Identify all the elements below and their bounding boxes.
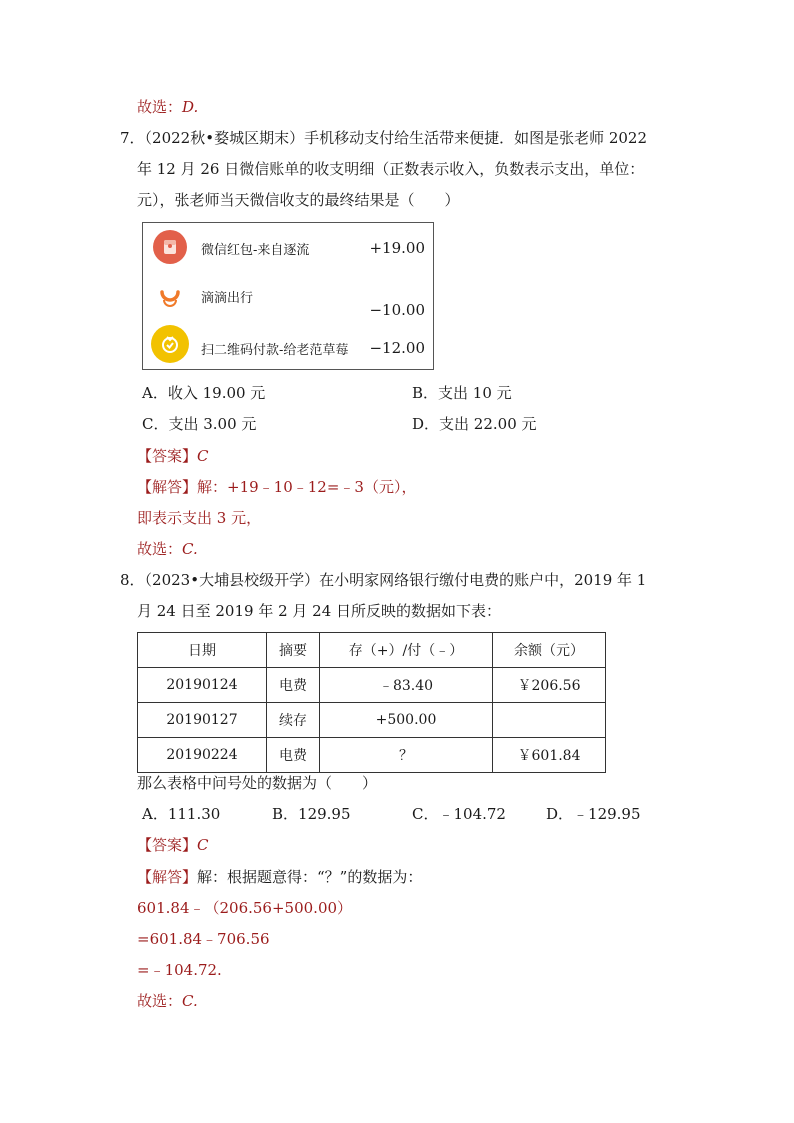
didi-icon: [153, 279, 187, 313]
solution-text: 解：+19﹣10﹣12=﹣3（元），: [197, 478, 417, 496]
header-cell-summary: 摘要: [267, 633, 320, 668]
payment-name: 微信红包-来自逐流: [201, 243, 310, 258]
prev-conclusion-value: D.: [182, 98, 199, 116]
table-row: [138, 668, 606, 703]
header-cell-balance: 余额（元）: [493, 633, 606, 668]
q7-solution-line2: 即表示支出 3 元，: [137, 509, 262, 527]
payment-amount: −12.00: [369, 339, 425, 357]
q7-option-b: B．支出 10 元: [412, 384, 512, 402]
q8-option-b: B．129.95: [272, 805, 351, 823]
solution-label: 【解答】: [137, 868, 198, 886]
table-cell: 电费: [267, 668, 320, 703]
table-cell: ￥601.84: [493, 738, 606, 773]
qr-pay-icon: [151, 325, 189, 363]
table-cell: 20190124: [138, 668, 267, 703]
answer-value: C: [197, 836, 209, 854]
q7-answer: [137, 445, 209, 467]
q8-option-d: D．﹣129.95: [546, 805, 641, 823]
q8-conclusion: [137, 990, 198, 1012]
answer-label: 【答案】: [137, 447, 198, 465]
answer-value: C: [197, 447, 209, 465]
q8-solution: [137, 866, 422, 888]
q8-answer: [137, 834, 209, 856]
q8-stem-line2: 月 24 日至 2019 年 2 月 24 日所反映的数据如下表：: [137, 602, 502, 620]
payment-row: [143, 277, 433, 317]
q7-option-a: A．收入 19.00 元: [142, 384, 266, 402]
header-cell-date: 日期: [138, 633, 267, 668]
q7-solution: [137, 476, 416, 498]
payment-row: [143, 325, 433, 365]
table-cell: 电费: [267, 738, 320, 773]
table-header-row: [138, 633, 606, 668]
q8-stem-line1: 8．（2023•大埔县校级开学）在小明家网络银行缴付电费的账户中，2019 年 1: [120, 571, 647, 589]
q7-option-c: C．支出 3.00 元: [142, 415, 257, 433]
payment-row: [143, 227, 433, 267]
payment-amount: +19.00: [369, 239, 425, 257]
solution-label: 【解答】: [137, 478, 198, 496]
q7-option-d: D．支出 22.00 元: [412, 415, 537, 433]
ledger-table: [137, 632, 606, 773]
conclusion-prefix: 故选：: [137, 992, 183, 1010]
table-cell: [493, 703, 606, 738]
q8-option-a: A．111.30: [142, 805, 221, 823]
q8-step2: =601.84﹣706.56: [137, 930, 270, 948]
table-cell: ﹣83.40: [320, 668, 493, 703]
wechat-bill-image: [142, 222, 434, 370]
prev-conclusion: [137, 96, 198, 118]
table-cell: 续存: [267, 703, 320, 738]
table-cell: ？: [320, 738, 493, 773]
prev-conclusion-prefix: 故选：: [137, 98, 183, 116]
q7-conclusion: [137, 538, 198, 560]
table-cell: ￥206.56: [493, 668, 606, 703]
table-row: [138, 703, 606, 738]
red-packet-icon: [153, 230, 187, 264]
q7-stem-line2: 年 12 月 26 日微信账单的收支明细（正数表示收入，负数表示支出，单位：: [137, 160, 645, 178]
payment-name: 滴滴出行: [201, 291, 254, 306]
payment-amount: −10.00: [369, 301, 425, 319]
table-cell: 20190224: [138, 738, 267, 773]
q7-stem-line1: 7．（2022秋•婺城区期末）手机移动支付给生活带来便捷．如图是张老师 2022: [120, 129, 648, 147]
table-row: [138, 738, 606, 773]
conclusion-value: C.: [182, 992, 198, 1010]
payment-name: 扫二维码付款-给老范草莓: [201, 343, 349, 358]
q8-option-c: C．﹣104.72: [412, 805, 506, 823]
header-cell-amount: 存（+）/付（﹣）: [320, 633, 493, 668]
table-cell: 20190127: [138, 703, 267, 738]
solution-text: 解：根据题意得：“？”的数据为：: [197, 868, 423, 886]
table-cell: +500.00: [320, 703, 493, 738]
q8-question: 那么表格中问号处的数据为（ ）: [137, 774, 378, 792]
q8-step3: =﹣104.72.: [137, 961, 222, 979]
q8-step1: 601.84﹣（206.56+500.00）: [137, 899, 353, 917]
conclusion-prefix: 故选：: [137, 540, 183, 558]
answer-label: 【答案】: [137, 836, 198, 854]
q7-stem-line3: 元），张老师当天微信收支的最终结果是（ ）: [137, 191, 460, 209]
conclusion-value: C.: [182, 540, 198, 558]
